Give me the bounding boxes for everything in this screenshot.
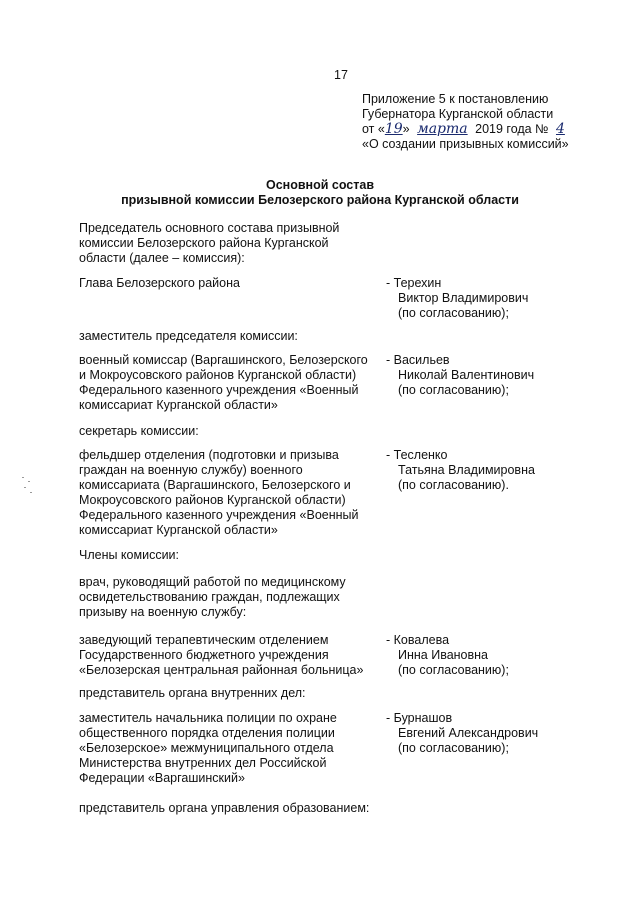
section-members-heading: [79, 548, 179, 563]
section-police-heading: [79, 686, 306, 701]
section-deputy-person: [386, 353, 534, 398]
role-line: Федерального казенного учреждения «Военный: [79, 383, 359, 397]
role-line: «Белозерская центральная районная больница»: [79, 663, 364, 677]
role-line: Государственного бюджетного учреждения: [79, 648, 329, 662]
role-line: фельдшер отделения (подготовки и призыва: [79, 448, 339, 462]
section-chairman-heading: [79, 221, 339, 266]
person-surname: - Бурнашов: [386, 711, 453, 725]
role-line: области (далее – комиссия):: [79, 251, 245, 265]
appendix-header: [362, 92, 569, 152]
document-title: [80, 178, 560, 208]
person-name: Татьяна Владимировна: [398, 463, 535, 477]
role-line: комиссариат Курганской области»: [79, 398, 278, 412]
role-line: военный комиссар (Варгашинского, Белозерского: [79, 353, 368, 367]
section-education-heading: [79, 801, 369, 816]
title-line-1: Основной состав: [265, 178, 375, 192]
role-line: общественного порядка отделения полиции: [79, 726, 335, 740]
date-mid: »: [402, 122, 410, 136]
handwritten-doc-number: 4: [555, 121, 565, 137]
appendix-line-4: «О создании призывных комиссий»: [362, 137, 569, 151]
section-police-role: [79, 711, 337, 786]
role-line: освидетельствованию граждан, подлежащих: [79, 590, 340, 604]
section-secretary-person: [386, 448, 535, 493]
role-line: Члены комиссии:: [79, 548, 180, 562]
role-line: комиссии Белозерского района Курганской: [79, 236, 329, 250]
section-secretary-role: [79, 448, 359, 538]
scan-artifact: [22, 475, 34, 497]
role-line: граждан на военную службу) военного: [79, 463, 303, 477]
section-doctor-person: [386, 633, 509, 678]
title-line-2: призывной комиссии Белозерского района Курганской области: [121, 193, 519, 207]
role-line: комиссариат Курганской области»: [79, 523, 278, 537]
person-surname: - Ковалева: [386, 633, 450, 647]
person-note: (по согласованию);: [398, 663, 509, 677]
person-name: Евгений Александрович: [398, 726, 539, 740]
role-line: Федерального казенного учреждения «Военный: [79, 508, 359, 522]
person-name: Николай Валентинович: [398, 368, 535, 382]
role-line: Председатель основного состава призывной: [79, 221, 340, 235]
role-line: призыву на военную службу:: [79, 605, 247, 619]
appendix-line-1: Приложение 5 к постановлению: [362, 92, 549, 106]
section-police-person: [386, 711, 538, 756]
appendix-line-2: Губернатора Курганской области: [362, 107, 554, 121]
role-line: Мокроусовского районов Курганской области): [79, 493, 346, 507]
role-line: Глава Белозерского района: [79, 276, 240, 290]
person-name: Инна Ивановна: [398, 648, 489, 662]
person-note: (по согласованию).: [398, 478, 509, 492]
person-note: (по согласованию);: [398, 383, 509, 397]
handwritten-day: 19: [384, 121, 403, 137]
role-line: и Мокроусовского районов Курганской области): [79, 368, 357, 382]
role-line: Федерации «Варгашинский»: [79, 771, 245, 785]
section-deputy-role: [79, 353, 368, 413]
person-note: (по согласованию);: [398, 306, 509, 320]
person-surname: - Тесленко: [386, 448, 448, 462]
role-line: врач, руководящий работой по медицинскому: [79, 575, 346, 589]
role-line: заместитель начальника полиции по охране: [79, 711, 337, 725]
role-line: секретарь комиссии:: [79, 424, 199, 438]
role-line: комиссариата (Варгашинского, Белозерского и: [79, 478, 351, 492]
section-deputy-heading: [79, 329, 298, 344]
person-name: Виктор Владимирович: [398, 291, 529, 305]
role-line: представитель органа внутренних дел:: [79, 686, 306, 700]
section-chairman-person: [386, 276, 528, 321]
role-line: Министерства внутренних дел Российской: [79, 756, 327, 770]
section-chairman-role: [79, 276, 240, 291]
person-note: (по согласованию);: [398, 741, 509, 755]
person-surname: - Васильев: [386, 353, 450, 367]
role-line: «Белозерское» межмуниципального отдела: [79, 741, 334, 755]
role-line: представитель органа управления образованием:: [79, 801, 370, 815]
date-prefix: от «: [362, 122, 385, 136]
person-surname: - Терехин: [386, 276, 442, 290]
appendix-date-line: [362, 122, 569, 137]
section-doctor-heading: [79, 575, 346, 620]
section-secretary-heading: [79, 424, 199, 439]
handwritten-month: марта: [417, 121, 468, 137]
role-line: заведующий терапевтическим отделением: [79, 633, 329, 647]
page-number: 17: [334, 68, 348, 82]
date-year: 2019 года №: [475, 122, 549, 136]
section-doctor-role: [79, 633, 363, 678]
role-line: заместитель председателя комиссии:: [79, 329, 298, 343]
